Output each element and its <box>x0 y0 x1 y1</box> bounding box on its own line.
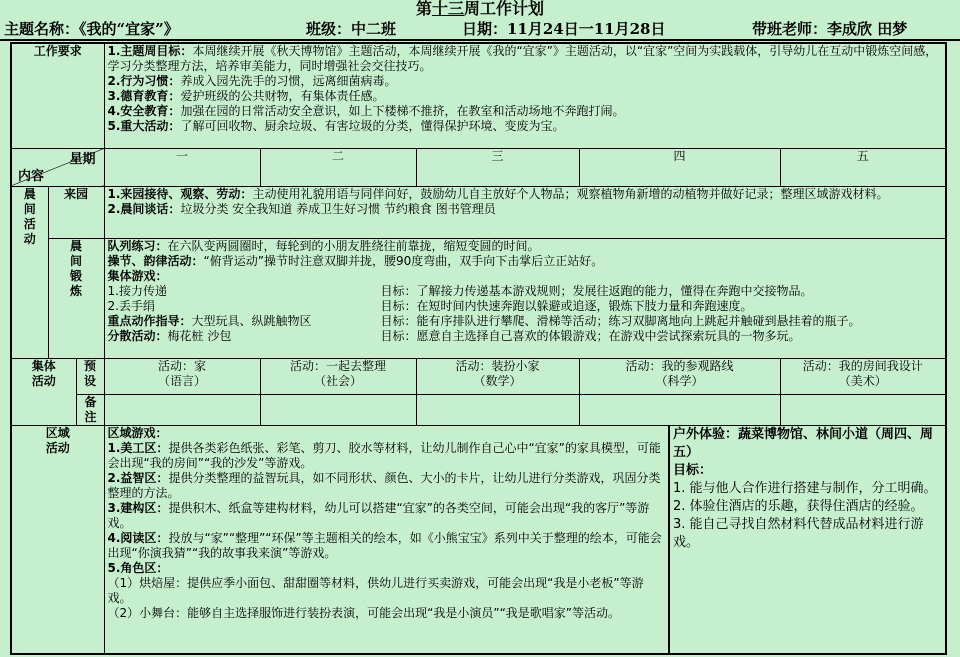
note-cell-3 <box>416 394 579 425</box>
work-item: 1.主题周目标：本周继续开展《秋天博物馆》主题活动，本周继续开展《我的“宜家”》主题活动，以“宜家”空间为实践载体，引导幼儿在互动中锻炼空间感，学习分类整理方法，培养审美能力，同时增强社会交往技巧。 <box>107 44 938 73</box>
group-activity-3: 活动：装扮小家 （数学） <box>416 358 579 394</box>
group-activity-2: 活动：一起去整理 （社会） <box>260 358 416 394</box>
header-info-row <box>0 19 960 41</box>
group-activities-label: 集体活动 <box>11 358 76 425</box>
area-games-head: 区域游戏： <box>107 425 168 440</box>
outdoor-goal: 2. 体验住酒店的乐趣，获得住酒店的经验。 <box>673 498 924 514</box>
note-cell-5 <box>780 394 946 425</box>
outdoor-experience-head: 户外体验：蔬菜博物馆、林间小道（周四、周五） <box>673 426 934 460</box>
rhythm-activity: 操节、韵律活动：“俯背运动”操节时注意双脚并拢，腰90度弯曲，双手向下击掌后立正站好。 <box>107 253 604 268</box>
work-requirements-label: 工作要求 <box>11 43 104 148</box>
outdoor-goal: 3. 能自己寻找自然材料代替成品材料进行游戏。 <box>673 516 924 550</box>
note-cell-2 <box>260 394 416 425</box>
group-activity-5: 活动：我的房间我设计 （美术） <box>780 358 946 394</box>
plan-table <box>10 42 947 655</box>
area-item: 2.益智区：提供分类整理的益智玩具，如不同形状、颜色、大小的卡片，让幼儿进行分类游戏，巩固分类整理的方法。 <box>107 470 661 500</box>
game-goal: 目标：在短时间内快速奔跑以躲避或追逐，锻炼下肢力量和奔跑速度。 <box>380 298 753 313</box>
work-item: 2.行为习惯：养成入园先洗手的习惯，远离细菌病毒。 <box>107 74 397 88</box>
content-header-label: 内容 <box>18 168 45 184</box>
group-game-row <box>108 284 943 299</box>
key-action-row: 重点动作指导：大型玩具、纵跳触物区 目标：能有序排队进行攀爬、滑梯等活动；练习双脚离地向上跳起并触碰到悬挂着的瓶子。 <box>107 313 861 328</box>
outdoor-experience-content <box>669 425 946 654</box>
weekday-5: 五 <box>780 148 946 186</box>
arrival-item: 1.来园接待、观察、劳动：主动使用礼貌用语与同伴问好，鼓励幼儿自主放好个人物品；观察植物角新增的动植物并做好记录；整理区域游戏材料。 <box>107 186 889 201</box>
class-name: 班级：中二班 <box>306 20 397 38</box>
role-area-item: （1）烘焙屋：提供应季小面包、甜甜圈等材料，供幼儿进行买卖游戏，可能会出现“我是小老板”等游戏。 <box>107 575 644 605</box>
work-item: 3.德育教育：爱护班级的公共财物，有集体责任感。 <box>107 89 385 103</box>
group-game-row <box>108 299 943 314</box>
title-week-number: 十三 <box>431 0 464 18</box>
weekday-content-diagonal-header <box>11 148 104 186</box>
scatter-activity-goal: 目标：愿意自主选择自己喜欢的体锻游戏；在游戏中尝试探索玩具的一物多玩。 <box>380 328 801 343</box>
weekday-3: 三 <box>416 148 579 186</box>
outdoor-goal-head: 目标： <box>673 462 713 478</box>
outdoor-goal: 1. 能与他人合作进行搭建与制作，分工明确。 <box>673 480 937 496</box>
note-cell-4 <box>579 394 780 425</box>
key-action-goal: 目标：能有序排队进行攀爬、滑梯等活动；练习双脚离地向上跳起并触碰到悬挂着的瓶子。 <box>380 313 861 328</box>
queue-practice: 队列练习：在六队变两圆圈时，每轮到的小朋友胜绕往前靠拢，缩短变圆的时间。 <box>107 238 540 253</box>
weekday-2: 二 <box>260 148 416 186</box>
morning-exercise-label: 晨间锻炼 <box>48 238 104 358</box>
teachers: 带班老师：李成欣 田梦 <box>752 20 908 38</box>
morning-activities-label: 晨间活动 <box>11 186 48 358</box>
document-title <box>0 0 960 18</box>
weekday-header-label: 星期 <box>69 151 96 167</box>
role-area-head: 5.角色区： <box>107 560 169 575</box>
scatter-activity-row: 分散活动：梅花桩 沙包 目标：愿意自主选择自己喜欢的体锻游戏；在游戏中尝试探索玩具的一物多玩。 <box>107 328 801 343</box>
area-games-content <box>104 425 669 654</box>
game-name: 1.接力传递 <box>107 283 167 298</box>
group-activity-4: 活动：我的参观路线 （科学） <box>579 358 780 394</box>
title-suffix: 周工作计划 <box>464 0 545 18</box>
work-item: 5.重大活动：了解可回收物、厨余垃圾、有害垃圾的分类，懂得保护环境、变废为宝。 <box>107 119 565 133</box>
work-item: 4.安全教育：加强在园的日常活动安全意识，如上下楼梯不推挤，在教室和活动场地不奔跑打闹。 <box>107 104 625 118</box>
arrival-item: 2.晨间谈话：垃圾分类 安全我知道 养成卫生好习惯 节约粮食 图书管理员 <box>107 201 496 216</box>
group-activity-1: 活动：家 （语言） <box>104 358 260 394</box>
note-cell-1 <box>104 394 260 425</box>
area-item: 1.美工区：提供各类彩色纸张、彩笔、剪刀、胶水等材料，让幼儿制作自己心中“宜家”的家具模型，可能会出现“我的房间”“我的沙发”等游戏。 <box>107 440 661 470</box>
area-activities-label: 区域活动 <box>11 425 104 654</box>
preset-label: 预设 <box>76 358 104 394</box>
morning-exercise-content <box>104 238 946 358</box>
area-item: 3.建构区：提供积木、纸盒等建构材料，幼儿可以搭建“宜家”的各类空间，可能会出现“我的客厅”等游戏。 <box>107 500 650 530</box>
work-requirements-content <box>104 43 946 148</box>
arrival-content <box>104 186 946 238</box>
weekday-1: 一 <box>104 148 260 186</box>
game-goal: 目标：了解接力传递基本游戏规则；发展往返跑的能力，懂得在奔跑中交接物品。 <box>380 283 813 298</box>
arrival-label: 来园 <box>48 186 104 238</box>
date-range: 日期：11月24日一11月28日 <box>462 20 666 38</box>
weekday-4: 四 <box>579 148 780 186</box>
group-games-head: 集体游戏： <box>107 268 168 283</box>
role-area-item: （2）小舞台：能够自主选择服饰进行装扮表演，可能会出现“我是小演员”“我是歌唱家”等活动。 <box>107 605 621 620</box>
note-label: 备注 <box>76 394 104 425</box>
title-prefix: 第 <box>415 0 432 18</box>
area-item: 4.阅读区：投放与“家”“整理”“环保”等主题相关的绘本，如《小熊宝宝》系列中关于整理的绘本，可能会出现“你演我猜”“我的故事我来演”等游戏。 <box>107 530 662 560</box>
theme-name: 主题名称：《我的“宜家”》 <box>4 20 179 38</box>
game-name: 2.丢手绢 <box>107 298 155 313</box>
